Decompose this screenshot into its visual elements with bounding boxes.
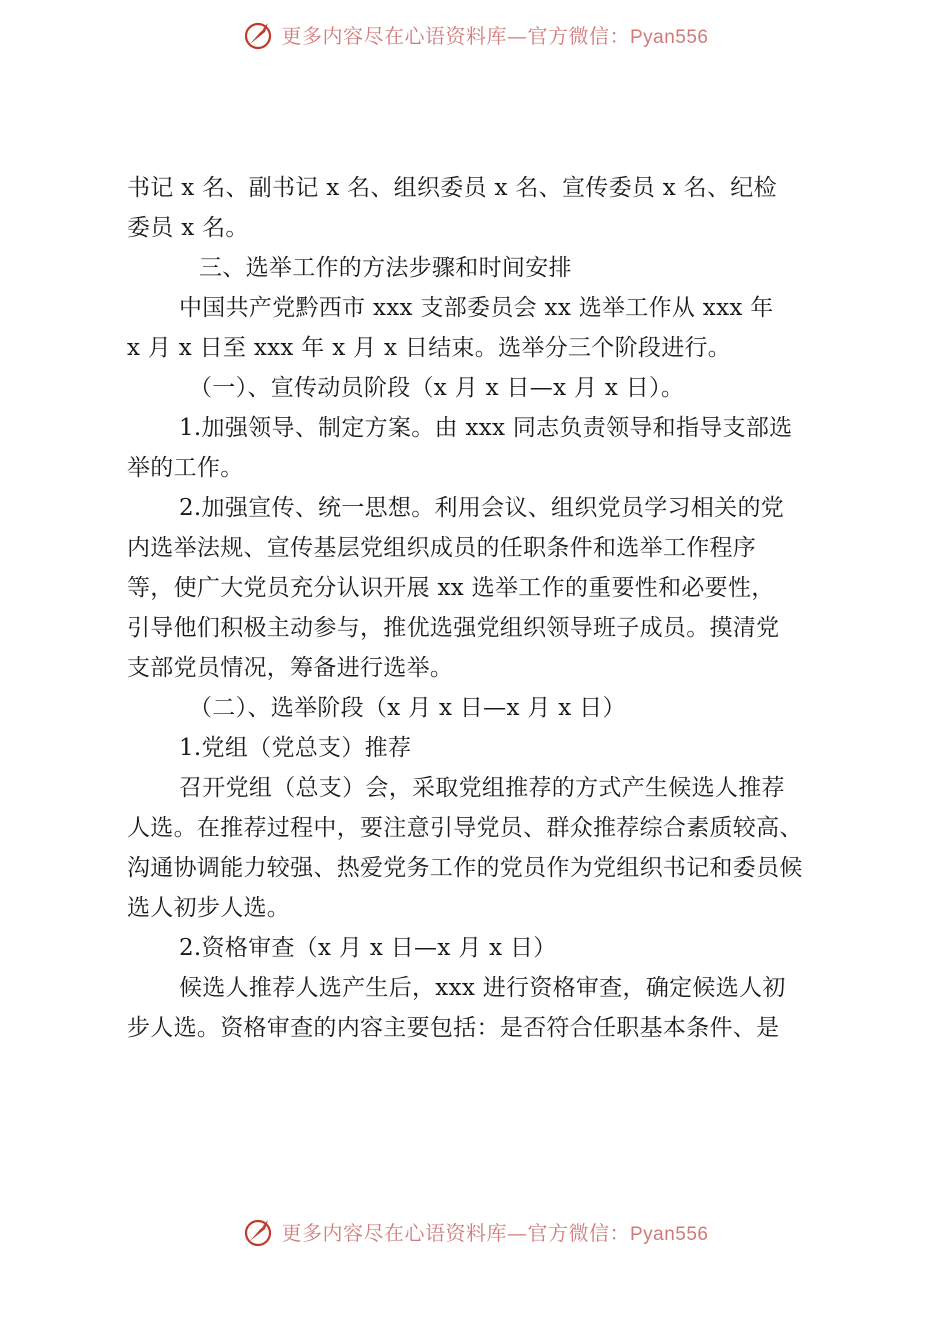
wechat-id: Pyan556 [629,26,709,48]
paragraph-line: 选人初步人选。 [127,895,291,921]
paragraph-line: 2.资格审查（x 月 x 日—x 月 x 日） [179,935,557,961]
paragraph-line: 2.加强宣传、统一思想。利用会议、组织党员学习相关的党 [179,495,785,521]
paragraph-line: （二）、选举阶段（x 月 x 日—x 月 x 日） [189,695,626,721]
paragraph-line: 举的工作。 [127,455,244,481]
watermark-inner [241,1214,708,1248]
paragraph-line: 沟通协调能力较强、热爱党务工作的党员作为党组织书记和委员候 [127,855,803,881]
paragraph-line: 引导他们积极主动参与，推优选强党组织领导班子成员。摸清党 [127,615,780,641]
paragraph-line: 步人选。资格审查的内容主要包括：是否符合任职基本条件、是 [127,1015,780,1041]
paragraph-line: 1.党组（党总支）推荐 [179,735,412,761]
wechat-id: Pyan556 [629,1223,709,1245]
paragraph-line: 人选。在推荐过程中，要注意引导党员、群众推荐综合素质较高、 [127,815,803,841]
paragraph-line: 三、选举工作的方法步骤和时间安排 [199,255,572,281]
paragraph-line: 召开党组（总支）会，采取党组推荐的方式产生候选人推荐 [179,775,785,801]
paragraph-line: （一）、宣传动员阶段（x 月 x 日—x 月 x 日）。 [189,375,685,401]
paragraph-line: 1.加强领导、制定方案。由 xxx 同志负责领导和指导支部选 [179,415,793,441]
paragraph-line: 支部党员情况，筹备进行选举。 [127,655,454,681]
paragraph-line: 委员 x 名。 [127,215,249,241]
quill-seal-icon [241,1214,275,1248]
watermark-text: 更多内容尽在心语资料库—官方微信：Pyan556 [281,1220,709,1245]
watermark-inner [241,17,708,51]
document-body [127,168,847,1048]
paragraph-line: 候选人推荐人选产生后，xxx 进行资格审查，确定候选人初 [179,975,786,1001]
watermark-banner-top [0,14,950,54]
paragraph-line: 中国共产党黔西市 xxx 支部委员会 xx 选举工作从 xxx 年 [179,295,774,321]
paragraph-line: 内选举法规、宣传基层党组织成员的任职条件和选举工作程序 [127,535,757,561]
watermark-text: 更多内容尽在心语资料库—官方微信：Pyan556 [281,23,709,48]
paragraph-line: 书记 x 名、副书记 x 名、组织委员 x 名、宣传委员 x 名、纪检 [127,175,777,201]
watermark-banner-bottom [0,1211,950,1251]
paragraph-line: 等，使广大党员充分认识开展 xx 选举工作的重要性和必要性， [127,575,775,601]
paragraph-line: x 月 x 日至 xxx 年 x 月 x 日结束。选举分三个阶段进行。 [127,335,732,361]
quill-seal-icon [241,17,275,51]
